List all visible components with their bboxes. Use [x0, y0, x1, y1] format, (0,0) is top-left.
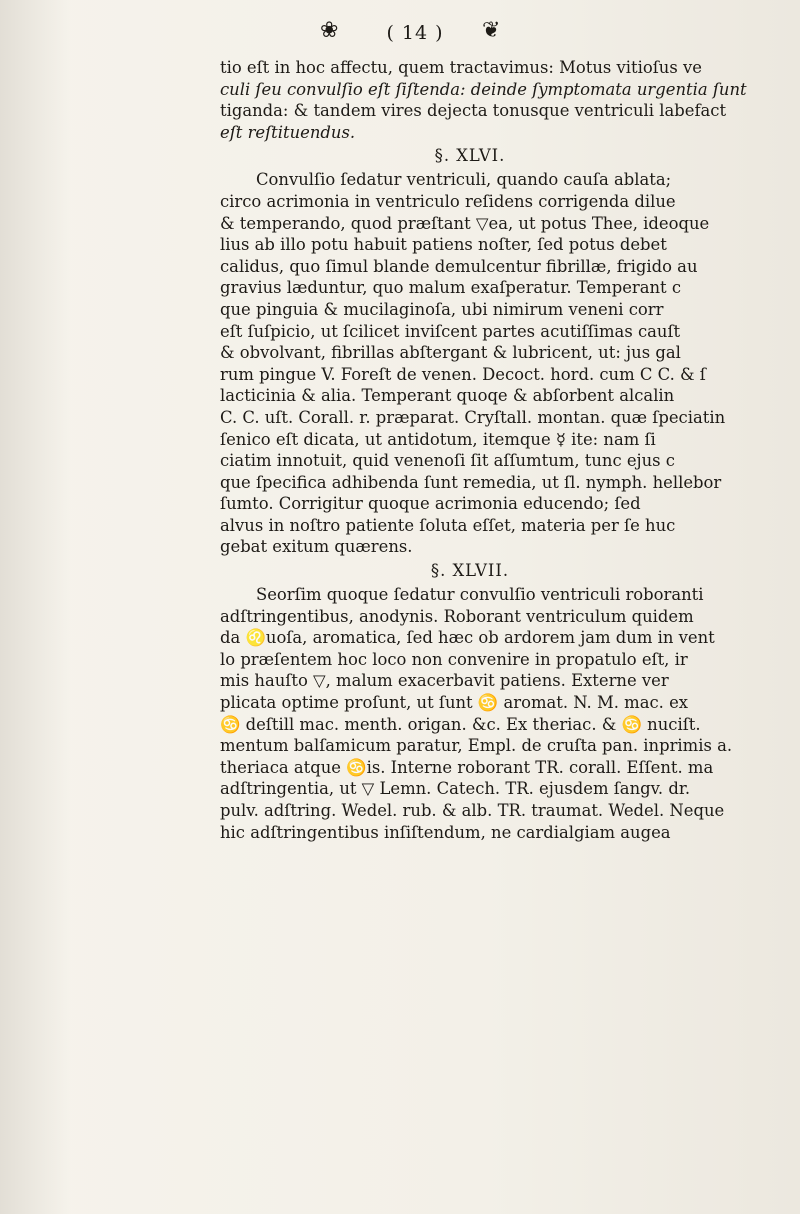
- ornament-left-icon: ❀: [320, 18, 339, 43]
- paragraph-line: Seorſim quoque ſedatur convulſio ventriculi roboranti: [256, 585, 704, 605]
- paragraph-line: theriaca atque ♋is. Interne roborant TR. corall. Eſſent. ma: [220, 757, 714, 777]
- paragraph-line: lo præſentem hoc loco non convenire in propatulo eſt, ir: [220, 649, 688, 669]
- paragraph-line: plicata optime proſunt, ut ſunt ♋ aromat. N. M. mac. ex: [220, 693, 689, 713]
- paragraph-line: hic adſtringentibus inſiſtendum, ne cardialgiam augea: [220, 822, 671, 842]
- paragraph-line: ciatim innotuit, quid venenoſi ſit aſſumtum, tunc ejus c: [220, 451, 675, 471]
- paragraph-line: adſtringentibus, anodynis. Roborant ventriculum quidem: [220, 606, 694, 626]
- paragraph-line: ſenico eſt dicata, ut antidotum, itemque ☿ ite: nam ſi: [220, 429, 656, 449]
- paragraph-line: C. C. uſt. Corall. r. præparat. Cryſtall. montan. quæ ſpeciatin: [220, 407, 726, 427]
- ornament-right-icon: ❦: [482, 18, 501, 43]
- page-number: ( 14 ): [386, 22, 444, 44]
- paragraph-line: pulv. adſtring. Wedel. rub. & alb. TR. traumat. Wedel. Neque: [220, 801, 725, 820]
- paragraph-line: rum pingue V. Foreſt de venen. Decoct. hord. cum C C. & ſ: [220, 364, 706, 384]
- intro-line: tio eſt in hoc affectu, quem tractavimus: Motus vitioſus ve: [220, 58, 702, 77]
- paragraph-line: ſumto. Corrigitur quoque acrimonia educendo; ſed: [220, 494, 641, 514]
- paragraph-line: que ſpecifica adhibenda ſunt remedia, ut ſl. nymph. hellebor: [220, 472, 722, 492]
- section-heading-46: §. XLVI.: [434, 146, 506, 166]
- paragraph-line: gravius læduntur, quo malum exaſperatur. Temperant c: [220, 278, 682, 298]
- section-heading-47: §. XLVII.: [430, 561, 510, 581]
- paragraph-line: da ♌uoſa, aromatica, ſed hæc ob ardorem jam dum in vent: [220, 628, 715, 648]
- paragraph-line: lius ab illo potu habuit patiens noſter, ſed potus debet: [220, 235, 667, 255]
- paragraph-line: Convulſio ſedatur ventriculi, quando cauſa ablata;: [256, 170, 672, 190]
- intro-line: eſt reſtituendus.: [220, 122, 356, 142]
- paragraph-line: eſt ſuſpicio, ut ſcilicet inviſcent partes acutiſſimas cauſt: [220, 321, 681, 341]
- scan-shadow: [0, 0, 70, 1214]
- body-text: [220, 57, 800, 843]
- paragraph-line: adſtringentia, ut ▽ Lemn. Catech. TR. ejusdem ſangv. dr.: [220, 779, 691, 799]
- intro-line: tiganda: & tandem vires dejecta tonusque ventriculi labefact: [220, 101, 727, 121]
- paragraph-line: mentum balſamicum paratur, Empl. de cruſta pan. inprimis a.: [220, 736, 733, 756]
- paragraph-line: que pinguia & mucilaginoſa, ubi nimirum veneni corr: [220, 299, 664, 319]
- paragraph-line: ♋ deſtill mac. menth. origan. &c. Ex theriac. & ♋ nuciſt.: [220, 714, 701, 734]
- paragraph-line: lacticinia & alia. Temperant quoqe & abſorbent alcalin: [220, 386, 675, 406]
- paragraph-line: circo acrimonia in ventriculo reſidens corrigenda dilue: [220, 191, 676, 211]
- paragraph-line: alvus in noſtro patiente ſoluta eſſet, materia per ſe huc: [220, 515, 676, 535]
- paragraph-line: mis hauſto ▽, malum exacerbavit patiens. Externe ver: [220, 671, 669, 691]
- paragraph-line: gebat exitum quærens.: [220, 537, 413, 557]
- paragraph-line: & temperando, quod præſtant ▽ea, ut potus Thee, ideoque: [220, 213, 710, 233]
- intro-line: culi ſeu convulſio eſt ſiſtenda: deinde ſymptomata urgentia ſunt: [220, 79, 747, 99]
- page-header: [0, 18, 800, 52]
- paragraph-line: calidus, quo ſimul blande demulcentur fibrillæ, frigido au: [220, 256, 698, 276]
- paragraph-line: & obvolvant, fibrillas abſtergant & lubricent, ut: jus gal: [220, 343, 681, 363]
